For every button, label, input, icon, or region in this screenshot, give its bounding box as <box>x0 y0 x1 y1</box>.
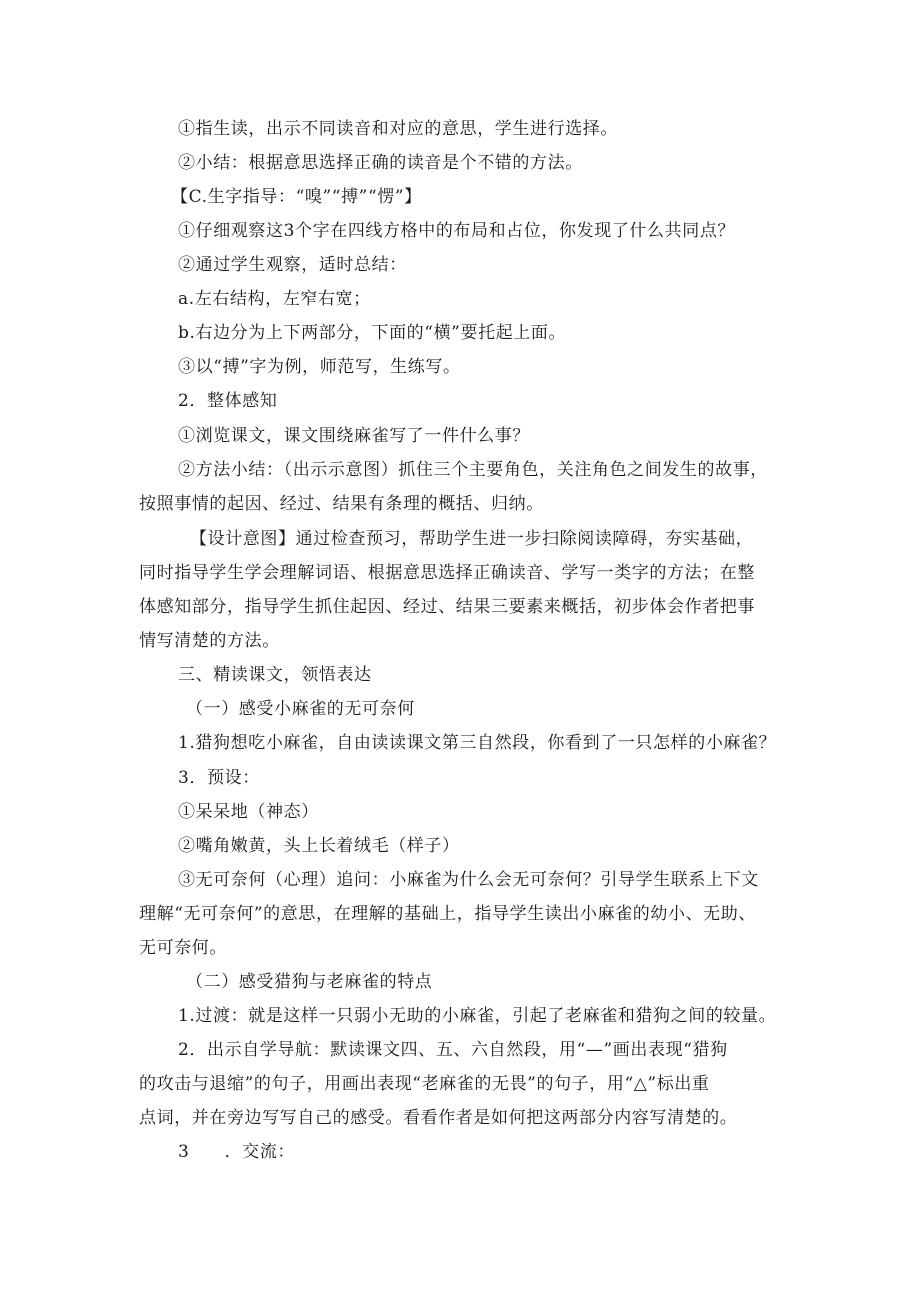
text-line: 点词，并在旁边写写自己的感受。看看作者是如何把这两部分内容写清楚的。 <box>139 1108 738 1128</box>
section-heading: 3 ．交流： <box>178 1142 296 1162</box>
text-line: 体感知部分，指导学生抓住起因、经过、结果三要素来概括，初步体会作者把事 <box>139 597 755 617</box>
list-item: b.右边分为上下两部分，下面的“横”要托起上面。 <box>178 323 567 343</box>
subsection-heading: （一）感受小麻雀的无可奈何 <box>186 699 415 719</box>
list-item: ②嘴角嫩黄，头上长着绒毛（样子） <box>178 836 460 856</box>
text-line: 2．出示自学导航：默读课文四、五、六自然段，用“—”画出表现“猎狗 <box>178 1040 728 1060</box>
text-line: 同时指导学生学会理解词语、根据意思选择正确读音、学写一类字的方法；在整 <box>139 563 755 583</box>
section-heading: 2．整体感知 <box>178 391 278 411</box>
text-line: 的攻击与退缩”的句子，用画出表现“老麻雀的无畏”的句子，用“△”标出重 <box>139 1074 710 1094</box>
text-line: ①指生读，出示不同读音和对应的意思，学生进行选择。 <box>178 119 618 139</box>
section-heading: 【C.生字指导：“嗅”“搏”“愣”】 <box>171 187 422 207</box>
section-heading: 三、精读课文，领悟表达 <box>178 665 372 685</box>
text-line: 1.过渡：就是这样一只弱小无助的小麻雀，引起了老麻雀和猎狗之间的较量。 <box>178 1006 777 1026</box>
design-intent-heading: 【设计意图】通过检查预习，帮助学生进一步扫除阅读障碍，夯实基础， <box>190 529 754 549</box>
list-item: a.左右结构，左窄右宽； <box>178 289 371 309</box>
list-item: ①呆呆地（神态） <box>178 802 319 822</box>
text-line: ③以“搏”字为例，师范写，生练写。 <box>178 357 461 377</box>
text-line: 无可奈何。 <box>139 938 227 958</box>
text-line: ①浏览课文，课文围绕麻雀写了一件什么事？ <box>178 426 530 446</box>
list-item: ③无可奈何（心理）追问：小麻雀为什么会无可奈何？引导学生联系上下文 <box>178 870 759 890</box>
text-line: ①仔细观察这3个字在四线方格中的布局和占位，你发现了什么共同点？ <box>178 221 736 241</box>
text-line: 情写清楚的方法。 <box>139 631 280 651</box>
text-line: ②方法小结：（出示示意图）抓住三个主要角色，关注角色之间发生的故事， <box>178 460 768 480</box>
subsection-heading: （二）感受猎狗与老麻雀的特点 <box>186 972 433 992</box>
text-line: 理解“无可奈何”的意思，在理解的基础上，指导学生读出小麻雀的幼小、无助、 <box>139 904 756 924</box>
section-heading: 3．预设： <box>178 768 260 788</box>
text-line: ②小结：根据意思选择正确的读音是个不错的方法。 <box>178 153 583 173</box>
text-line: 1.猎狗想吃小麻雀，自由读读课文第三自然段，你看到了一只怎样的小麻雀？ <box>178 733 777 753</box>
text-line: 按照事情的起因、经过、结果有条理的概括、归纳。 <box>139 494 544 514</box>
text-line: ②通过学生观察，适时总结： <box>178 255 407 275</box>
